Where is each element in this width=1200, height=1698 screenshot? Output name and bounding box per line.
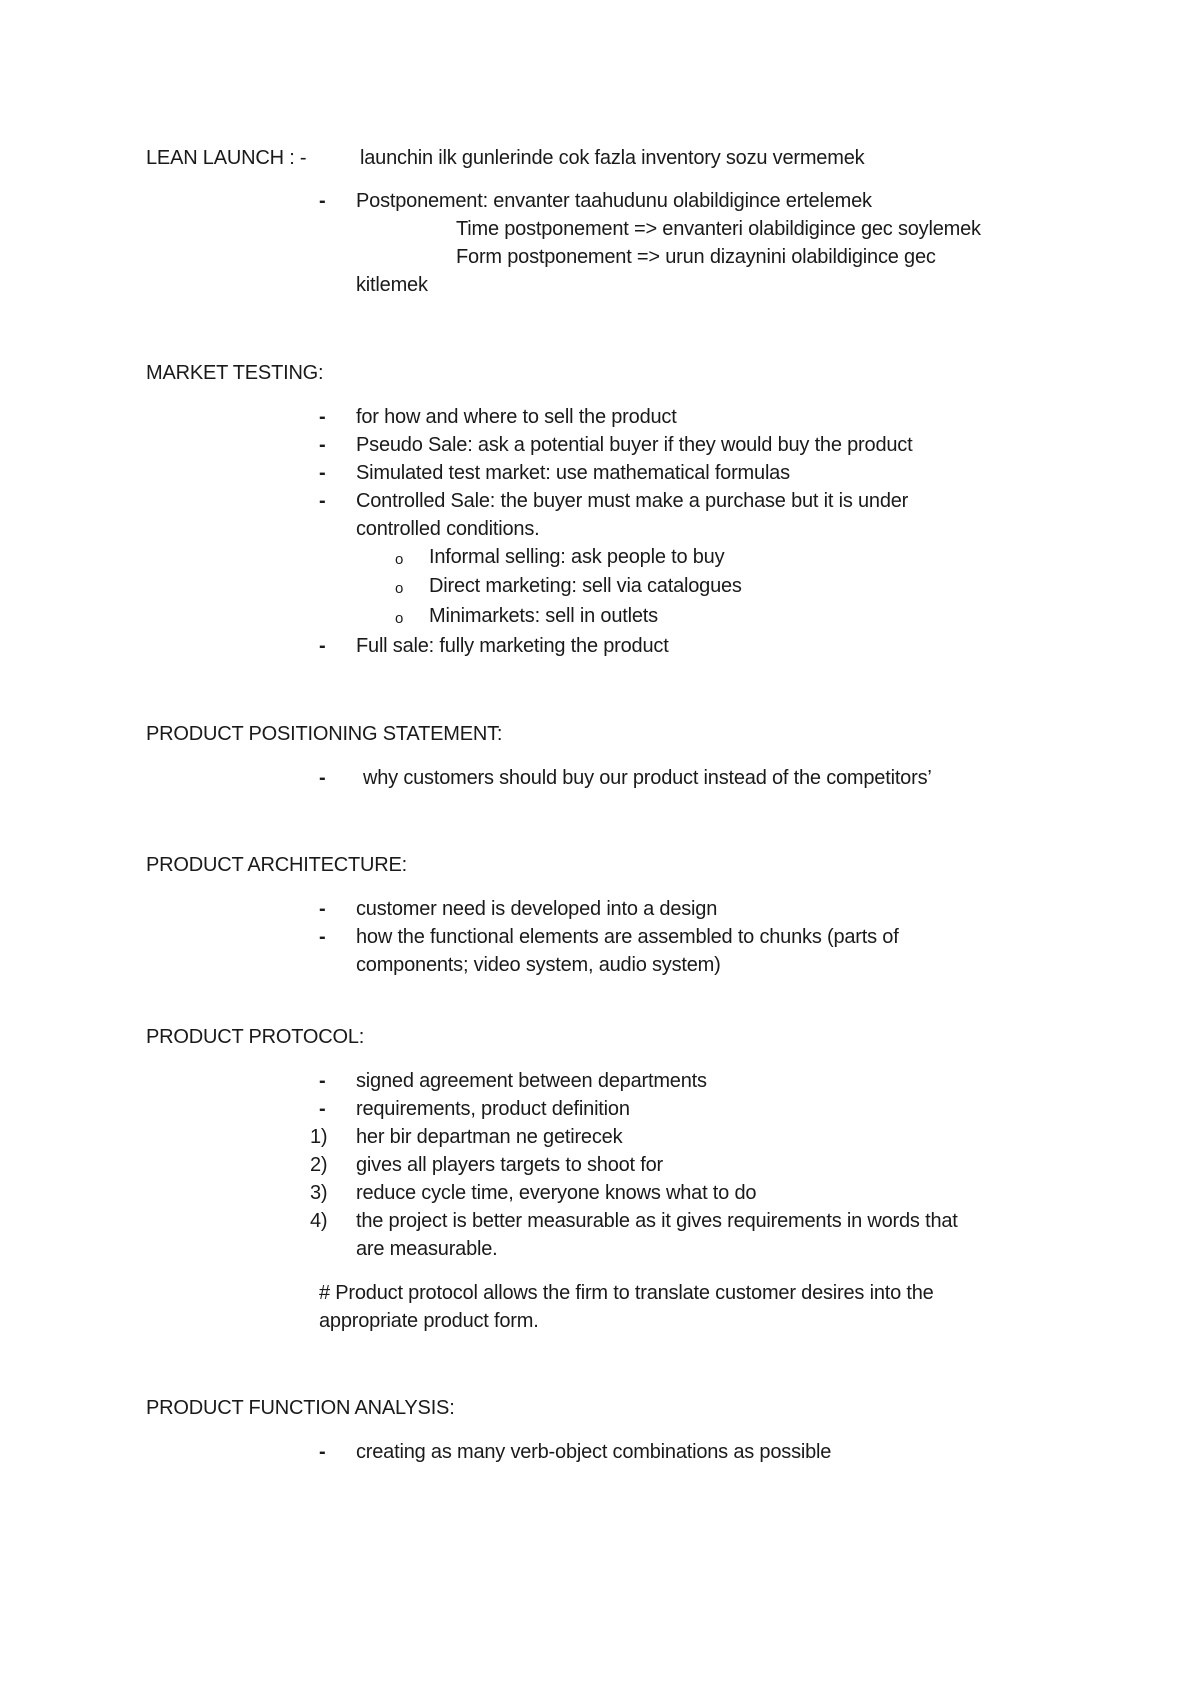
list-item: requirements, product definition [356, 1098, 630, 1120]
section-heading-architecture: PRODUCT ARCHITECTURE: [146, 854, 408, 876]
list-item: launchin ilk gunlerinde cok fazla inventory sozu vermemek [360, 147, 865, 169]
dash-bullet: - [319, 1098, 326, 1120]
sub-list-item: Direct marketing: sell via catalogues [429, 575, 742, 597]
list-item: for how and where to sell the product [356, 406, 677, 428]
list-item: Form postponement => urun dizaynini olabildigince gec [456, 246, 936, 268]
circle-bullet-icon: o [395, 551, 404, 568]
list-item: Controlled Sale: the buyer must make a purchase but it is under [356, 490, 909, 512]
list-item: customer need is developed into a design [356, 898, 718, 920]
list-item: signed agreement between departments [356, 1070, 707, 1092]
list-item: Full sale: fully marketing the product [356, 635, 669, 657]
dash-bullet: - [319, 635, 326, 657]
numbered-item: the project is better measurable as it gives requirements in words that [356, 1210, 958, 1232]
dash-bullet: - [319, 767, 326, 789]
dash-bullet: - [319, 898, 326, 920]
dash-bullet: - [319, 434, 326, 456]
list-item: why customers should buy our product instead of the competitors’ [363, 767, 932, 789]
sub-list-item: Informal selling: ask people to buy [429, 546, 725, 568]
section-heading-market-testing: MARKET TESTING: [146, 362, 324, 384]
list-number: 1) [310, 1126, 328, 1148]
dash-bullet: - [319, 462, 326, 484]
dash-bullet: - [319, 926, 326, 948]
dash-bullet: - [319, 1441, 326, 1463]
section-heading-positioning: PRODUCT POSITIONING STATEMENT: [146, 723, 503, 745]
list-number: 4) [310, 1210, 328, 1232]
protocol-note: appropriate product form. [319, 1310, 539, 1332]
numbered-item: reduce cycle time, everyone knows what to do [356, 1182, 757, 1204]
numbered-item: gives all players targets to shoot for [356, 1154, 663, 1176]
list-item: kitlemek [356, 274, 428, 296]
dash-bullet: - [319, 1070, 326, 1092]
list-number: 3) [310, 1182, 328, 1204]
list-item: Time postponement => envanteri olabildigince gec soylemek [456, 218, 981, 240]
protocol-note: # Product protocol allows the firm to translate customer desires into the [319, 1282, 934, 1304]
list-item: Simulated test market: use mathematical formulas [356, 462, 790, 484]
section-heading-lean-launch: LEAN LAUNCH : - [146, 147, 307, 169]
dash-bullet: - [319, 190, 326, 212]
list-item: Postponement: envanter taahudunu olabildigince ertelemek [356, 190, 872, 212]
section-heading-function-analysis: PRODUCT FUNCTION ANALYSIS: [146, 1397, 455, 1419]
circle-bullet-icon: o [395, 580, 404, 597]
list-item: how the functional elements are assembled to chunks (parts of [356, 926, 899, 948]
list-item: controlled conditions. [356, 518, 540, 540]
list-item: Pseudo Sale: ask a potential buyer if they would buy the product [356, 434, 913, 456]
list-item: creating as many verb-object combinations as possible [356, 1441, 832, 1463]
dash-bullet: - [319, 406, 326, 428]
circle-bullet-icon: o [395, 610, 404, 627]
list-number: 2) [310, 1154, 328, 1176]
dash-bullet: - [319, 490, 326, 512]
numbered-item: her bir departman ne getirecek [356, 1126, 623, 1148]
numbered-item: are measurable. [356, 1238, 498, 1260]
sub-list-item: Minimarkets: sell in outlets [429, 605, 658, 627]
list-item: components; video system, audio system) [356, 954, 721, 976]
section-heading-protocol: PRODUCT PROTOCOL: [146, 1026, 365, 1048]
